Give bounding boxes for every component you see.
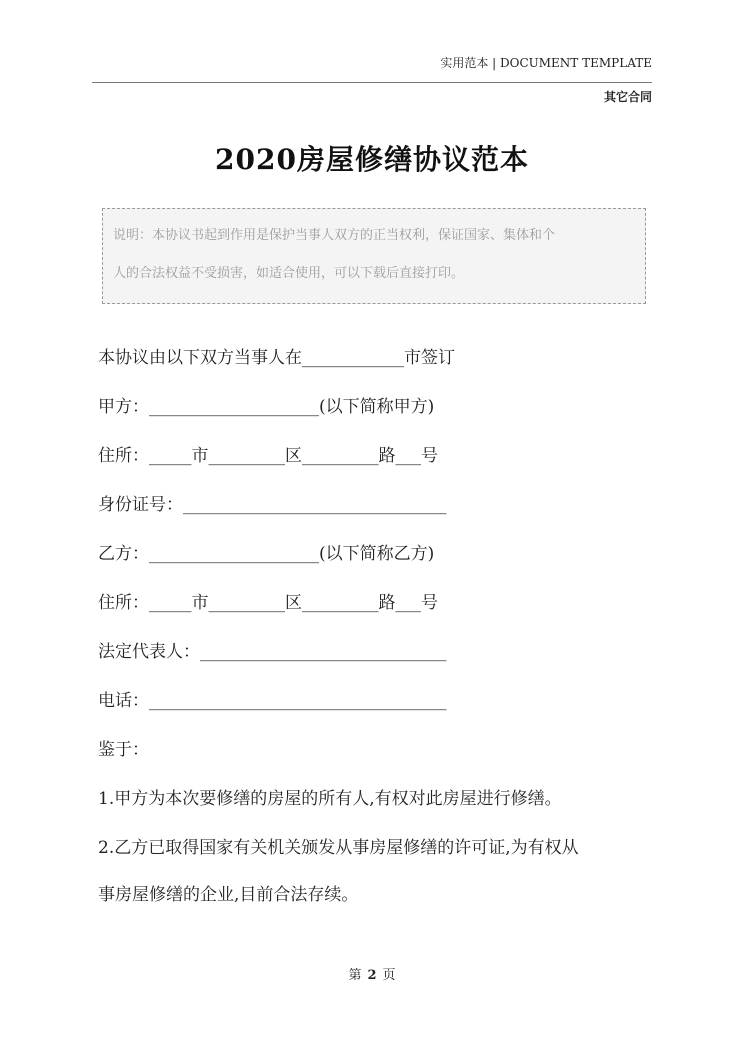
party-a-line: 甲方：____________________(以下简称甲方) bbox=[98, 397, 435, 417]
party-a-address-line: 住所：_____市_________区_________路___号 bbox=[98, 446, 438, 466]
header-divider bbox=[92, 82, 652, 83]
page-footer bbox=[0, 964, 744, 983]
agreement-intro-line: 本协议由以下双方当事人在____________市签订 bbox=[98, 348, 455, 368]
usage-note-line-2: 人的合法权益不受损害，如适合使用，可以下载后直接打印。 bbox=[113, 266, 465, 281]
page-suffix: 页 bbox=[382, 968, 396, 983]
document-title: 2020房屋修缮协议范本 bbox=[215, 143, 529, 176]
usage-note-line-1: 说明：本协议书起到作用是保护当事人双方的正当权利，保证国家、集体和个 bbox=[113, 228, 556, 243]
page-prefix: 第 bbox=[348, 968, 362, 983]
clause-2-line-2: 事房屋修缮的企业,目前合法存续。 bbox=[98, 885, 359, 905]
page-number: 2 bbox=[367, 968, 377, 983]
party-b-address-line: 住所：_____市_________区_________路___号 bbox=[98, 593, 438, 613]
party-b-line: 乙方：____________________(以下简称乙方) bbox=[98, 544, 435, 564]
legal-representative-line: 法定代表人：_____________________________ bbox=[98, 642, 447, 662]
id-number-line: 身份证号：_______________________________ bbox=[98, 495, 447, 515]
whereas-heading: 鉴于： bbox=[98, 740, 149, 760]
clause-1: 1.甲方为本次要修缮的房屋的所有人,有权对此房屋进行修缮。 bbox=[98, 789, 562, 809]
usage-note-box bbox=[102, 208, 646, 304]
header-doc-template: 实用范本 | DOCUMENT TEMPLATE bbox=[440, 56, 652, 70]
phone-line: 电话：___________________________________ bbox=[98, 691, 447, 711]
header-category: 其它合同 bbox=[603, 90, 652, 104]
clause-2-line-1: 2.乙方已取得国家有关机关颁发从事房屋修缮的许可证,为有权从 bbox=[98, 838, 579, 858]
